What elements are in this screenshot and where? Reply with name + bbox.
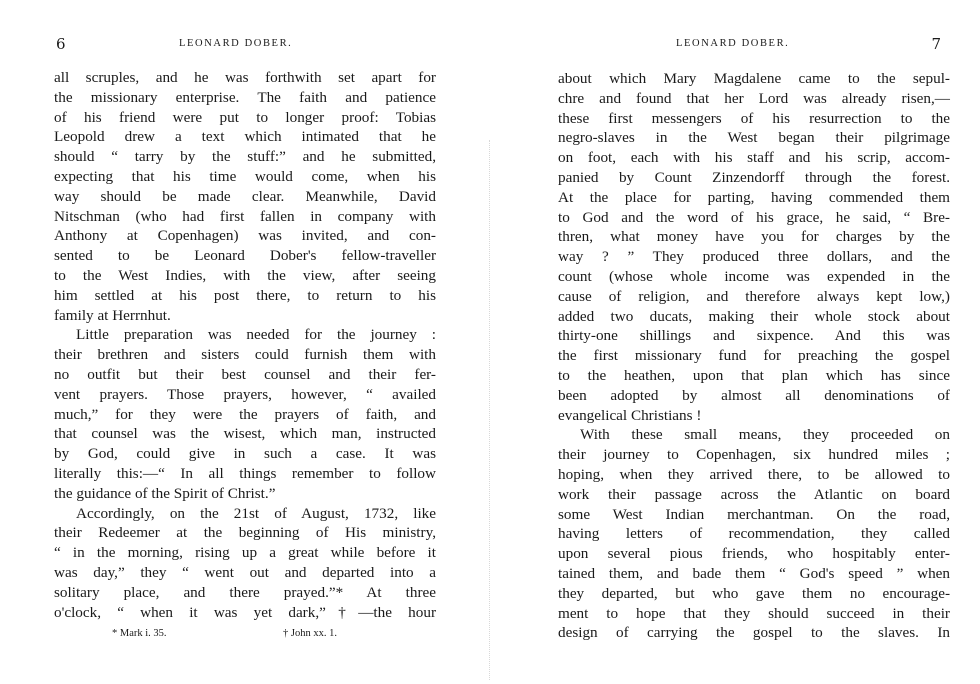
text-line: about which Mary Magdalene came to the sepul-	[558, 70, 950, 87]
text-line: negro-slaves in the West began their pilgrimage	[558, 129, 950, 147]
text-line: their journey to Copenhagen, six hundred miles ;	[558, 446, 950, 464]
text-line: was day,” they “ went out and departed into a	[54, 563, 436, 581]
page-number: 6	[56, 35, 66, 53]
text-line: thirty-one shillings and sixpence. And this was	[558, 327, 950, 345]
text-line: to the West Indies, with the view, after seeing	[54, 266, 436, 284]
text-line: on foot, each with his staff and his scrip, accom-	[558, 149, 950, 167]
text-line: him settled at his post there, to return to his	[54, 286, 436, 304]
text-line: these first messengers of his resurrection to the	[558, 109, 950, 127]
text-line: o'clock, “ when it was yet dark,”†—the hour	[54, 603, 436, 621]
text-line: sented to be Leonard Dober's fellow-traveller	[54, 247, 436, 265]
text-line: they departed, but who gave them no encourage-	[558, 584, 950, 602]
text-line: of his friend were put to longer proof: Tobias	[54, 108, 436, 126]
text-line: the first missionary fund for preaching the gospel	[558, 347, 950, 365]
text-line: thren, what money have you for charges by the	[558, 228, 950, 246]
text-line: the missionary enterprise. The faith and patience	[54, 88, 436, 106]
body-text	[558, 69, 950, 643]
text-line: With these small means, they proceeded on	[580, 426, 950, 444]
text-line: tained them, and bade them “ God's speed ” when	[558, 564, 950, 582]
text-line: hoping, when they arrived there, to be allowed to	[558, 465, 950, 483]
text-line: Anthony at Copenhagen) was invited, and con-	[54, 227, 436, 245]
body-text	[54, 68, 436, 622]
text-line: upon several pious friends, who hospitably enter-	[558, 545, 950, 563]
page-number: 7	[931, 35, 941, 53]
text-line: At the place for parting, having commended them	[558, 188, 950, 206]
text-line: ment to hope that they should succeed in their	[558, 604, 950, 622]
footnote-mark: * Mark i. 35.	[112, 628, 167, 639]
text-line: by God, could give in such a case. It was	[54, 445, 436, 463]
text-line: to God and the word of his grace, he said, “ Bre-	[558, 208, 950, 226]
text-line: that counsel was the wisest, which man, instructed	[54, 425, 436, 443]
text-line: chre and found that her Lord was already risen,—	[558, 89, 950, 107]
text-line: panied by Count Zinzendorff through the forest.	[558, 168, 950, 186]
text-line: added two ducats, making their whole stock about	[558, 307, 950, 325]
text-line: Nitschman (who had first fallen in company with	[54, 207, 436, 225]
text-line: count (whose whole income was expended in the	[558, 267, 950, 285]
text-line: much,” for they were the prayers of faith, and	[54, 405, 436, 423]
text-line: cause of religion, and therefore always kept low,)	[558, 287, 950, 305]
running-head: LEONARD DOBER.	[179, 38, 293, 49]
text-line: no outfit but their best counsel and their fer-	[54, 365, 436, 383]
text-line: work their passage across the Atlantic on board	[558, 485, 950, 503]
text-line: the guidance of the Spirit of Christ.”	[54, 484, 276, 502]
text-line: should “ tarry by the stuff:” and he submitted,	[54, 148, 436, 166]
right-page	[490, 0, 980, 684]
footnote-john: † John xx. 1.	[283, 628, 337, 639]
text-line: solitary place, and there prayed.”* At three	[54, 583, 436, 601]
text-line: literally this:—“ In all things remember to follow	[54, 464, 436, 482]
text-line: Little preparation was needed for the journey :	[76, 326, 436, 344]
text-line: Accordingly, on the 21st of August, 1732, like	[76, 504, 436, 522]
running-head: LEONARD DOBER.	[676, 38, 790, 49]
text-line: their Redeemer at the beginning of His ministry,	[54, 524, 436, 542]
text-line: way ? ” They produced three dollars, and the	[558, 248, 950, 266]
text-line: having letters of recommendation, they called	[558, 525, 950, 543]
text-line: Leopold drew a text which intimated that he	[54, 128, 436, 146]
text-line: all scruples, and he was forthwith set apart for	[54, 69, 436, 86]
text-line: vent prayers. Those prayers, however, “ availed	[54, 385, 436, 403]
text-line: design of carrying the gospel to the slaves. In	[558, 624, 950, 642]
text-line: evangelical Christians !	[558, 406, 702, 424]
text-line: their brethren and sisters could furnish them with	[54, 346, 436, 364]
text-line: family at Herrnhut.	[54, 306, 171, 324]
text-line: way should be made clear. Meanwhile, David	[54, 187, 436, 205]
text-line: been adopted by almost all denominations of	[558, 386, 950, 404]
text-line: expecting that his time would come, when his	[54, 167, 436, 185]
text-line: “ in the morning, rising up a great while before it	[54, 544, 436, 562]
text-line: some West Indian merchantman. On the road,	[558, 505, 950, 523]
text-line: to the heathen, upon that plan which has since	[558, 366, 950, 384]
